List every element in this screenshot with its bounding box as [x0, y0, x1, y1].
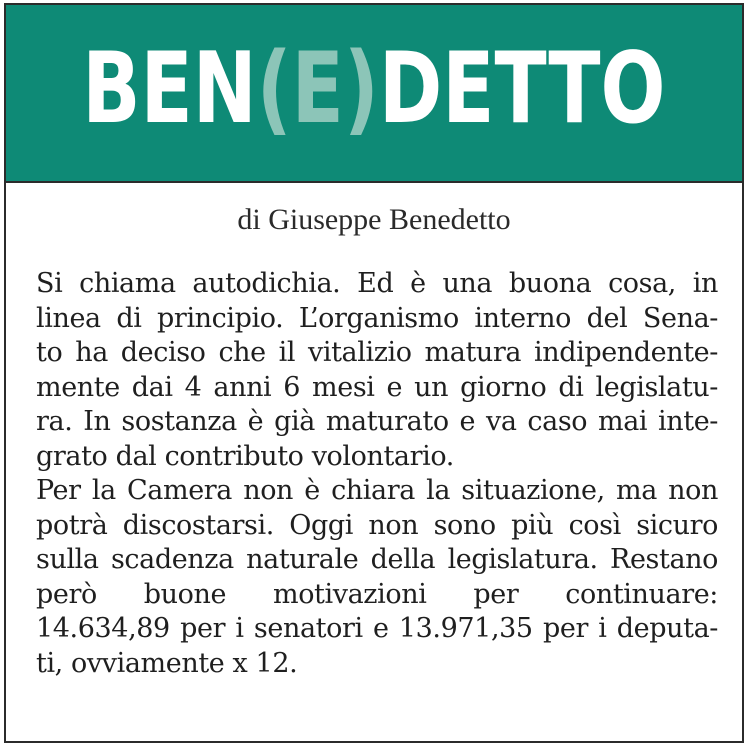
text-line: mente dai 4 anni 6 mesi e un giorno di legislatu-	[36, 371, 718, 403]
text-line: 14.634,89 per i senatori e 13.971,35 per i deputa-	[36, 613, 718, 644]
text-line: ra. In sostanza è già maturato e va caso mai inte-	[36, 406, 718, 437]
text-line: linea di principio. L’organismo interno del Sena-	[36, 302, 718, 334]
paragraph-1	[36, 267, 718, 474]
masthead-title	[82, 32, 666, 146]
masthead-title-post: DETTO	[378, 32, 666, 146]
article-body	[36, 267, 718, 681]
paragraph-2	[36, 474, 718, 681]
text-line: to ha deciso che il vitalizio matura indipendente-	[36, 337, 718, 368]
byline: di Giuseppe Benedetto	[237, 203, 511, 236]
article-box	[4, 3, 744, 743]
masthead	[6, 5, 742, 183]
text-line: Si chiama autodichia. Ed è una buona cosa, in	[36, 268, 718, 299]
text-line: Per la Camera non è chiara la situazione, ma non	[36, 475, 718, 506]
text-line: sulla scadenza naturale della legislatura. Restano	[36, 544, 718, 575]
masthead-title-pre: BEN	[82, 32, 257, 146]
text-line: ti, ovviamente x 12.	[36, 647, 298, 679]
text-line: grato dal contributo volontario.	[36, 440, 454, 472]
text-line: potrà discostarsi. Oggi non sono più così sicuro	[36, 509, 718, 541]
text-line: però buone motivazioni per continuare:	[36, 578, 718, 610]
masthead-title-accent: (E)	[256, 32, 379, 146]
